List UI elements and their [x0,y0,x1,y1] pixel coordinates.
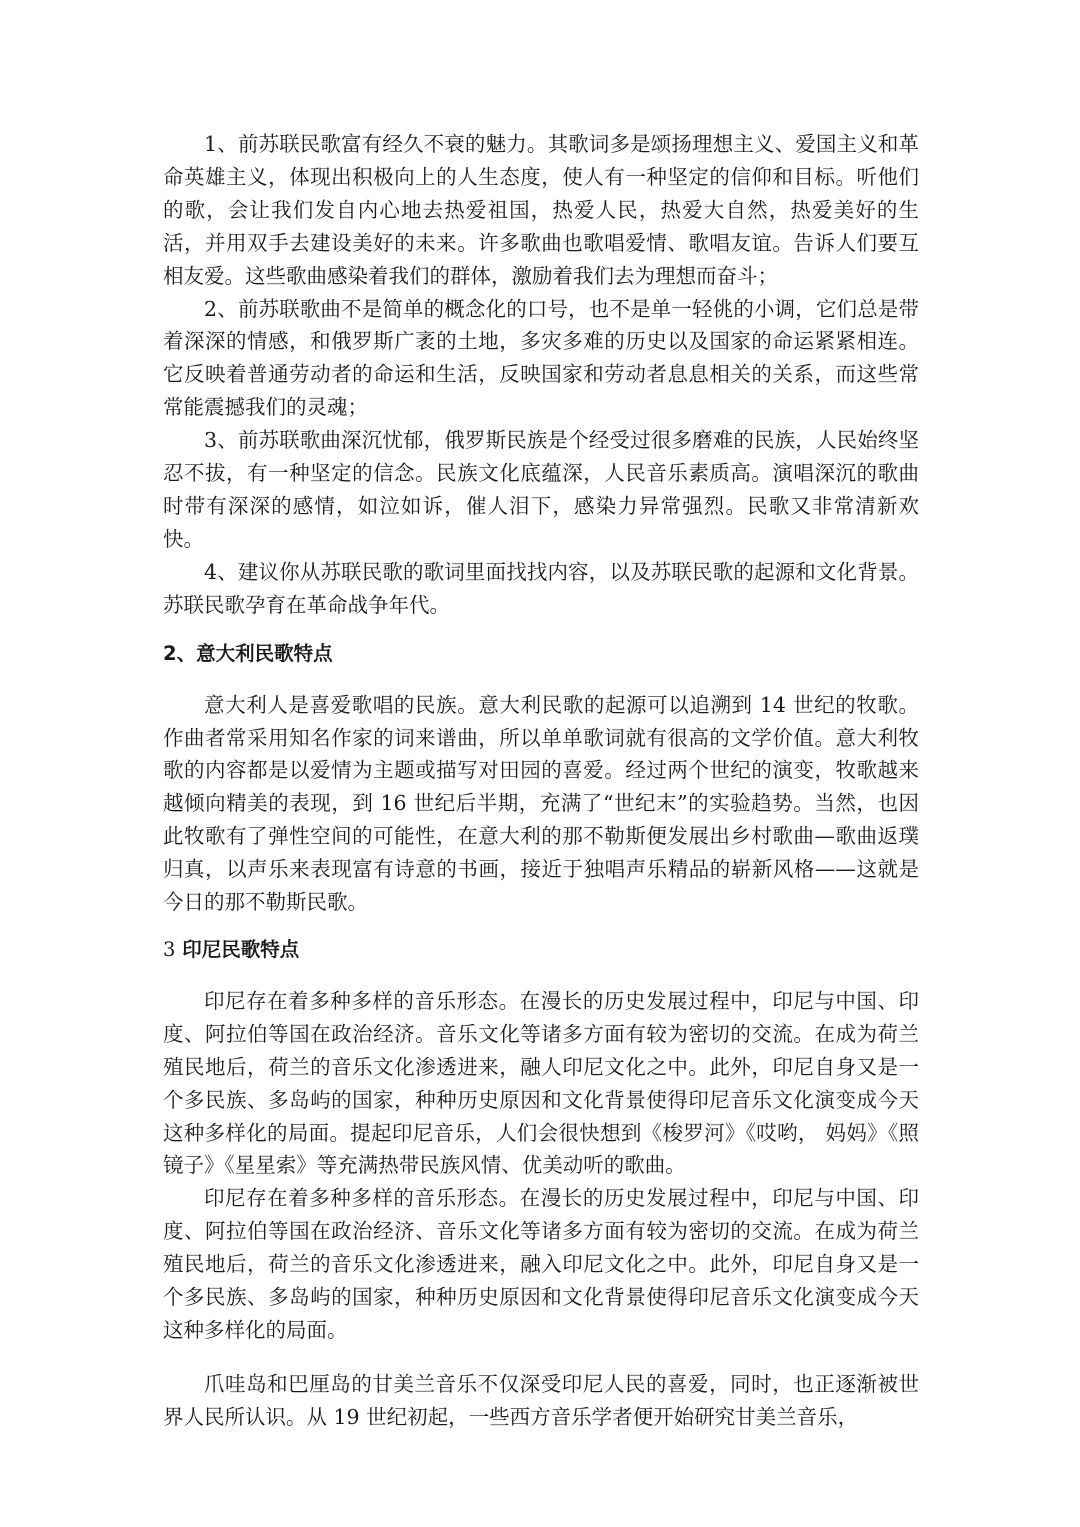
italy-paragraph: 意大利人是喜爱歌唱的民族。意大利民歌的起源可以追溯到 14 世纪的牧歌。作曲者常采用知名作家的词来谱曲，所以单单歌词就有很高的文学价值。意大利牧歌的内容都是以爱情为主题或描写对田园的喜爱。经过两个世纪的演变，牧歌越来越倾向精美的表现，到 16 世纪后半期，充满了“世纪末”的实验趋势。当然，也因此牧歌有了弹性空间的可能性，在意大利的那不勒斯便发展出乡村歌曲—歌曲返璞归真，以声乐来表现富有诗意的书画，接近于独唱声乐精品的崭新风格——这就是今日的那不勒斯民歌。 [163,692,919,915]
ussr-paragraph-1: 1、前苏联民歌富有经久不衰的魅力。其歌词多是颂扬理想主义、爱国主义和革命英雄主义，体现出积极向上的人生态度，使人有一种坚定的信仰和目标。听他们的歌，会让我们发自内心地去热爱祖国，热爱人民，热爱大自然，热爱美好的生活，并用双手去建设美好的未来。许多歌曲也歌唱爱情、歌唱友谊。告诉人们要互相友爱。这些歌曲感染着我们的群体，激励着我们去为理想而奋斗； [163,132,919,288]
ussr-paragraph-3: 3、前苏联歌曲深沉忧郁，俄罗斯民族是个经受过很多磨难的民族，人民始终坚忍不拔，有一种坚定的信念。民族文化底蕴深，人民音乐素质高。演唱深沉的歌曲时带有深深的感情，如泣如诉，催人泪下，感染力异常强烈。民歌又非常清新欢快。 [163,428,919,551]
indonesia-heading-text: 印尼民歌特点 [182,937,300,961]
ussr-paragraph-2: 2、前苏联歌曲不是简单的概念化的口号，也不是单一轻佻的小调，它们总是带着深深的情感，和俄罗斯广袤的土地，多灾多难的历史以及国家的命运紧紧相连。它反映着普通劳动者的命运和生活，反映国家和劳动者息息相关的关系，而这些常常能震撼我们的灵魂； [163,296,919,420]
indonesia-paragraph-1: 印尼存在着多种多样的音乐形态。在漫长的历史发展过程中，印尼与中国、印度、阿拉伯等国在政治经济。音乐文化等诸多方面有较为密切的交流。在成为荷兰殖民地后，荷兰的音乐文化渗透进来，融人印尼文化之中。此外，印尼自身又是一个多民族、多岛屿的国家，种种历史原因和文化背景使得印尼音乐文化演变成今天这种多样化的局面。提起印尼音乐，人们会很快想到《梭罗河》《哎哟， 妈妈》《照镜子》《星星索》等充满热带民族风情、优美动听的歌曲。 [163,988,919,1178]
ussr-paragraph-4: 4、建议你从苏联民歌的歌词里面找找内容，以及苏联民歌的起源和文化背景。苏联民歌孕育在革命战争年代。 [163,559,919,617]
indonesia-paragraph-3: 爪哇岛和巴厘岛的甘美兰音乐不仅深受印尼人民的喜爱，同时，也正逐渐被世界人民所认识。从 19 世纪初起，一些西方音乐学者便开始研究甘美兰音乐， [163,1371,919,1429]
indonesia-heading [163,935,919,965]
indonesia-heading-number: 3 [163,937,176,961]
italy-heading: 2、意大利民歌特点 [163,641,333,665]
indonesia-paragraph-2: 印尼存在着多种多样的音乐形态。在漫长的历史发展过程中，印尼与中国、印度、阿拉伯等国在政治经济、音乐文化等诸多方面有较为密切的交流。在成为荷兰殖民地后，荷兰的音乐文化渗透进来，融入印尼文化之中。此外，印尼自身又是一个多民族、多岛屿的国家，种种历史原因和文化背景使得印尼音乐文化演变成今天这种多样化的局面。 [163,1186,919,1342]
document-page [163,128,919,1434]
